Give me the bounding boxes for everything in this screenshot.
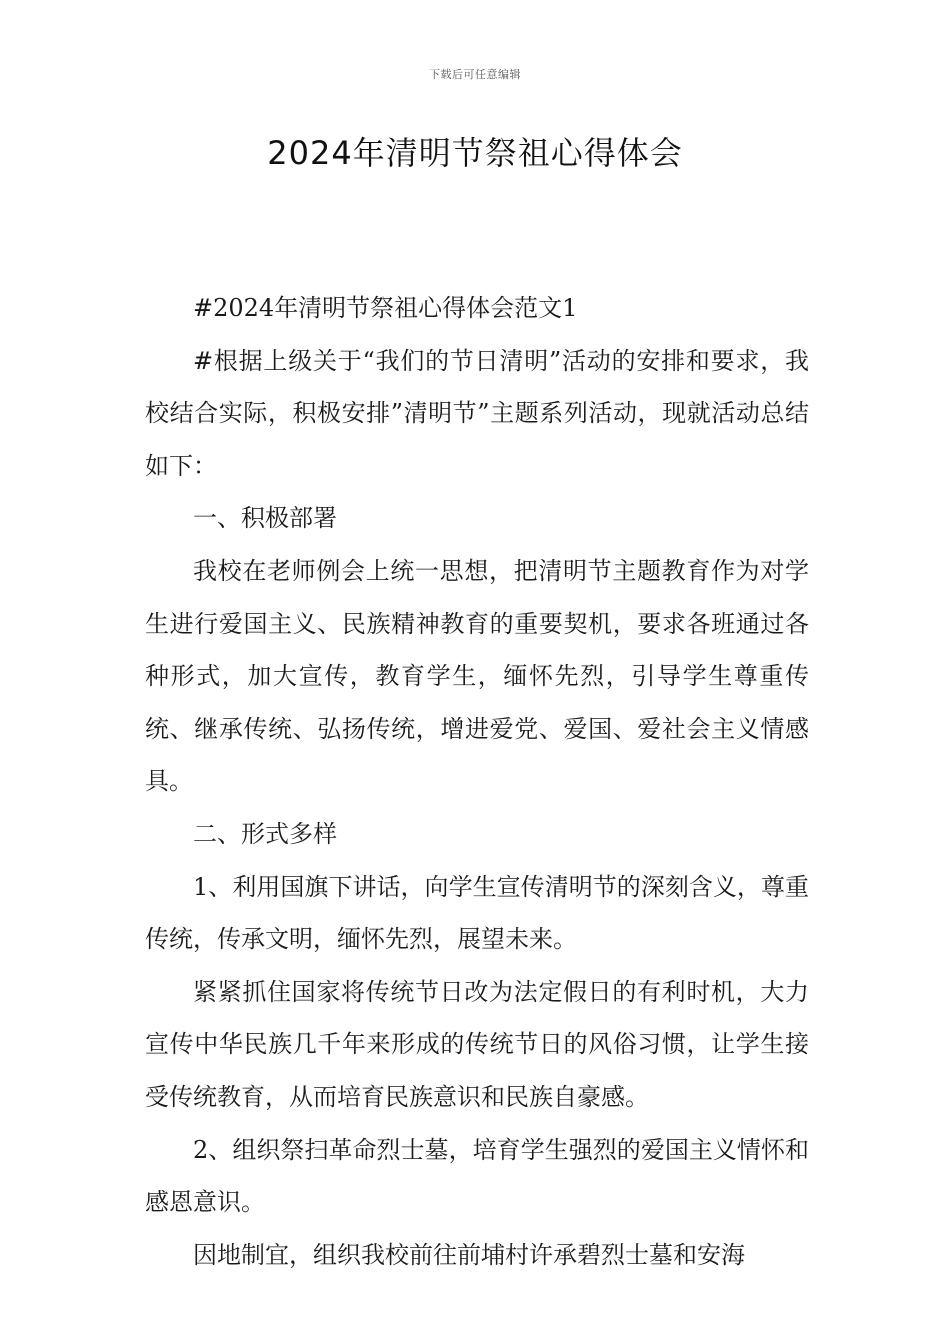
header-note: 下载后可任意编辑 [429,68,521,81]
paragraph-heading-sample: #2024年清明节祭祖心得体会范文1 [193,294,578,322]
document-body [145,282,809,1281]
paragraph-item-2: 2、组织祭扫革命烈士墓，培育学生强烈的爱国主义情怀和感恩意识。 [145,1135,809,1217]
paragraph-local: 因地制宜，组织我校前往前埔村许承碧烈士墓和安海 [193,1240,745,1269]
paragraph-deployment: 我校在老师例会上统一思想，把清明节主题教育作为对学生进行爱国主义、民族精神教育的重要契机，要求各班通过各种形式，加大宣传，教育学生，缅怀先烈，引导学生尊重传统、继承传统、弘扬传统，增进爱党、爱国、爱社会主义情感具。 [145,556,809,796]
section-heading-deployment: 一、积极部署 [193,504,337,533]
section-heading-forms: 二、形式多样 [193,819,337,848]
paragraph-item-1: 1、利用国旗下讲话，向学生宣传清明节的深刻含义，尊重传统，传承文明，缅怀先烈，展望未来。 [145,872,809,954]
document-title: 2024年清明节祭祖心得体会 [267,134,683,172]
paragraph-intro: #根据上级关于“我们的节日清明”活动的安排和要求，我校结合实际，积极安排”清明节”主题系列活动，现就活动总结如下： [145,346,809,480]
paragraph-holiday: 紧紧抓住国家将传统节日改为法定假日的有利时机，大力宣传中华民族几千年来形成的传统节日的风俗习惯，让学生接受传统教育，从而培育民族意识和民族自豪感。 [145,977,809,1111]
